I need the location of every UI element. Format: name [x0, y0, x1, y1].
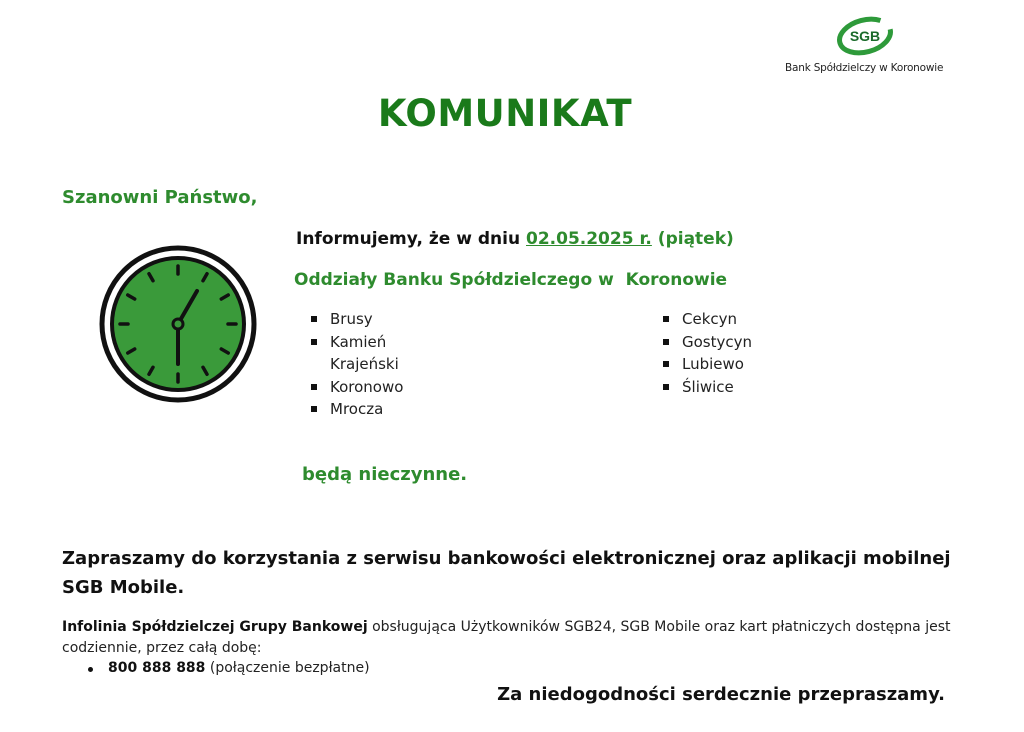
list-item: Lubiewo [663, 353, 803, 376]
infoline-name: Infolinia Spółdzielczej Grupy Bankowej [62, 619, 368, 635]
invite-text: Zapraszamy do korzystania z serwisu bankowości elektronicznej oraz aplikacji mobilnej SGB Mobile. [62, 548, 951, 598]
announcement-line [296, 229, 734, 249]
branches-title: Oddziały Banku Spółdzielczego w Koronowie [294, 270, 728, 290]
sgb-logo [780, 14, 960, 78]
list-item: Brusy [311, 308, 421, 331]
phone-item [108, 660, 370, 676]
phone-number: 800 888 888 [108, 660, 206, 676]
branch-list-left [311, 308, 421, 421]
phone-note: (połączenie bezpłatne) [205, 660, 370, 676]
apology-text: Za niedogodności serdecznie przepraszamy. [497, 684, 945, 705]
list-item: Koronowo [311, 376, 421, 399]
list-item: Cekcyn [663, 308, 803, 331]
infoline-text [62, 617, 962, 659]
bank-name: Bank Spółdzielczy w Koronowie [785, 62, 944, 74]
sgb-logo-mark [834, 14, 898, 58]
list-item: Mrocza [311, 398, 421, 421]
announcement-prefix: Informujemy, że w dniu [296, 229, 526, 249]
list-item: Kamień Krajeński [311, 331, 421, 376]
branch-list-right [663, 308, 803, 398]
announcement-date: 02.05.2025 r. [526, 229, 652, 249]
announcement-day: (piątek) [651, 229, 734, 249]
list-item: Śliwice [663, 376, 803, 399]
clock-icon [98, 244, 258, 404]
page-title: KOMUNIKAT [377, 92, 633, 135]
closed-notice: będą nieczynne. [302, 464, 468, 485]
list-item: Gostycyn [663, 331, 803, 354]
greeting: Szanowni Państwo, [62, 187, 258, 208]
logo-mark-text: SGB [849, 28, 881, 44]
infoline-description: obsługująca Użytkowników SGB24, SGB Mobile oraz kart płatniczych dostępna jest codziennie, przez całą dobę: [62, 619, 951, 656]
